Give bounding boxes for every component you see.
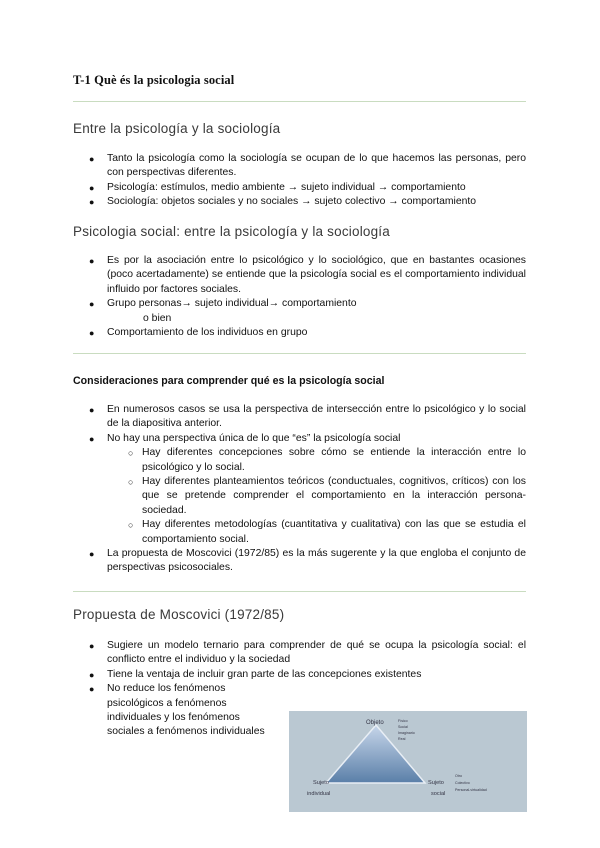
list-item: ● Grupo personas→ sujeto individual→ comportamiento (73, 297, 526, 311)
or-text: o bien (143, 312, 172, 324)
left-label: individual (307, 791, 331, 797)
list-item: ● Tanto la psicología como la sociología se ocupan de lo que hacemos las personas, pero con perspectivas diferentes. (89, 153, 526, 179)
list-item: ● La propuesta de Moscovici (1972/85) es la más sugerente y la que engloba el conjunto de perspectivas psicosociales. (89, 548, 526, 574)
list-item: ● No reduce los fenómenos psicológicos a fenómenos individuales y los fenómenos sociales a fenómenos individuales (89, 683, 265, 738)
right-list-item: Otro (455, 774, 462, 778)
bullet-icon: ● (89, 549, 95, 560)
bullet-icon: ● (89, 669, 95, 680)
section1-list (73, 152, 526, 210)
list-item: ● No hay una perspectiva única de lo que “es” la psicología social ○ Hay diferentes concepciones sobre cómo se entiende la interacción entre lo psicológico y lo social. ○ Hay diferentes planteamientos teóricos (conductuales, cognitivos, críticos) con los que se pretende comprender el comportamiento en la interacción persona-sociedad. ○ Hay diferentes metodologías (cuantitativa y cualitativa) con las que se estudia el comportamiento social. (73, 432, 526, 547)
section3-heading: Consideraciones para comprender qué es la psicología social (73, 375, 385, 387)
left-label: Sujeto (313, 780, 329, 786)
top-label: Objeto (366, 720, 384, 726)
bullet-icon: ● (89, 182, 95, 193)
top-list-item: Real (398, 737, 406, 741)
bullet-icon: ● (89, 299, 95, 310)
list-item: ● Tiene la ventaja de incluir gran parte de las concepciones existentes (73, 668, 526, 682)
list-item: ● Comportamiento de los individuos en grupo (73, 326, 526, 340)
divider (73, 101, 526, 102)
section3-sublist (107, 446, 526, 547)
list-item: ● Sugiere un modelo ternario para comprender de qué se ocupa la psicología social: el conflicto entre el individuo y la sociedad (89, 640, 526, 666)
section4-heading: Propuesta de Moscovici (1972/85) (73, 607, 285, 622)
list-item: ● Psicología: estímulos, medio ambiente → sujeto individual → comportamiento (73, 181, 526, 195)
top-list-item: Social (398, 725, 408, 729)
bullet-icon: ● (89, 641, 95, 651)
list-item: ○ Hay diferentes concepciones sobre cómo se entiende la interacción entre lo psicológico y lo social. (128, 447, 526, 473)
bullet-icon: ● (89, 433, 95, 444)
top-list-item: Físico (398, 719, 408, 723)
right-label: social (431, 791, 446, 797)
top-list-item: Imaginario (398, 731, 415, 735)
bullet-icon: ● (89, 256, 95, 266)
right-list-item: Personal-virtualidad (455, 788, 487, 792)
list-item: ○ Hay diferentes metodologías (cuantitativa y cualitativa) con las que se estudia el comportamiento social. (128, 519, 526, 545)
section2-list (73, 254, 526, 340)
page-title: T-1 Què és la psicologia social (73, 73, 235, 87)
circle-bullet-icon: ○ (128, 520, 134, 531)
section1-heading: Entre la psicología y la sociología (73, 121, 281, 136)
section3-list (73, 403, 526, 576)
bullet-icon: ● (89, 405, 95, 415)
right-label: Sujeto (428, 780, 444, 786)
bullet-icon: ● (89, 328, 95, 339)
circle-bullet-icon: ○ (128, 448, 134, 459)
list-item: ● Es por la asociación entre lo psicológico y lo sociológico, que en bastantes ocasiones (poco acertadamente) se entiende que la psicología social es el comportamiento individual influido por factores sociales. (89, 255, 526, 295)
list-item: ● Sociología: objetos sociales y no sociales → sujeto colectivo → comportamiento (73, 195, 526, 209)
divider (73, 353, 526, 354)
section2-heading: Psicologia social: entre la psicología y la sociología (73, 224, 390, 239)
bullet-icon: ● (89, 154, 95, 164)
moscovici-triangle-diagram (289, 711, 527, 812)
divider (73, 591, 526, 592)
right-list-item: Colectivo (455, 781, 470, 785)
triangle-figure (289, 711, 527, 812)
bullet-icon: ● (89, 684, 95, 695)
bullet-icon: ● (89, 197, 95, 208)
list-item: ○ Hay diferentes planteamientos teóricos (conductuales, cognitivos, críticos) con los que se pretende comprender el comportamiento en la interacción persona-sociedad. (128, 476, 526, 516)
circle-bullet-icon: ○ (128, 477, 134, 488)
list-item: ● En numerosos casos se usa la perspectiva de intersección entre lo psicológico y lo social de la diapositiva anterior. (89, 404, 526, 430)
